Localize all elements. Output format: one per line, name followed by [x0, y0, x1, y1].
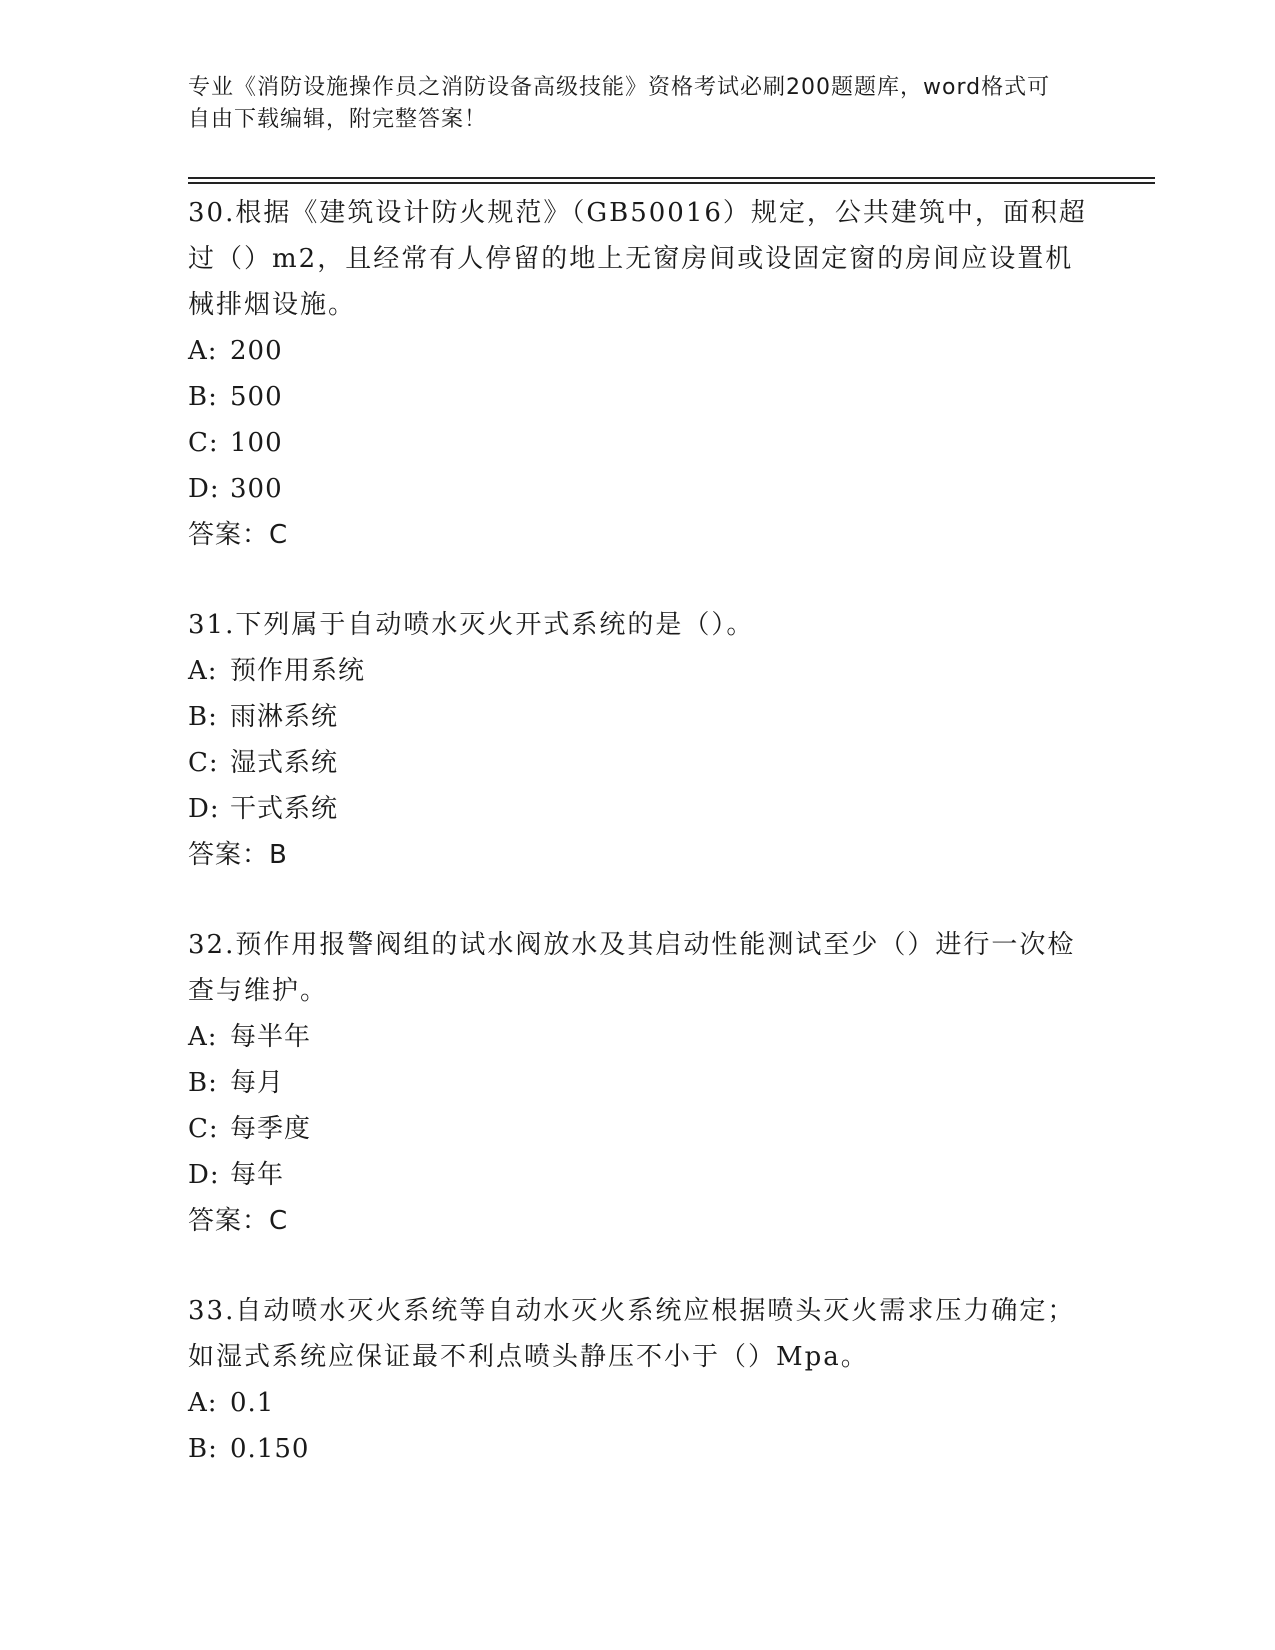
option-a: A: 200 [188, 336, 283, 366]
question-list [188, 190, 1088, 1472]
question-item [188, 922, 1088, 1244]
option-d: D: 300 [188, 474, 283, 504]
option-a: A: 每半年 [188, 1022, 312, 1052]
question-text: 33.自动喷水灭火系统等自动水灭火系统应根据喷头灭火需求压力确定；如湿式系统应保证最不利点喷头静压不小于（）Mpa。 [188, 1296, 1076, 1372]
option-d: D: 每年 [188, 1160, 285, 1190]
answer-text: 答案：C [188, 1206, 289, 1236]
question-text: 30.根据《建筑设计防火规范》（GB50016）规定，公共建筑中，面积超过（）m2，且经常有人停留的地上无窗房间或设固定窗的房间应设置机械排烟设施。 [188, 198, 1087, 320]
header-divider-top [188, 177, 1155, 179]
question-item [188, 190, 1088, 558]
question-item [188, 1288, 1088, 1472]
option-c: C: 湿式系统 [188, 748, 339, 778]
option-b: B: 500 [188, 382, 283, 412]
option-a: A: 预作用系统 [188, 656, 366, 686]
option-c: C: 每季度 [188, 1114, 312, 1144]
answer-text: 答案：C [188, 520, 289, 550]
question-item [188, 602, 1088, 878]
option-b: B: 雨淋系统 [188, 702, 339, 732]
document-header: 专业《消防设施操作员之消防设备高级技能》资格考试必刷200题题库，word格式可自由下载编辑，附完整答案！ [188, 75, 1051, 132]
option-a: A: 0.1 [188, 1388, 275, 1418]
option-b: B: 0.150 [188, 1434, 310, 1464]
option-d: D: 干式系统 [188, 794, 339, 824]
option-b: B: 每月 [188, 1068, 285, 1098]
answer-text: 答案：B [188, 840, 288, 870]
question-text: 31.下列属于自动喷水灭火开式系统的是（）。 [188, 610, 755, 640]
option-c: C: 100 [188, 428, 283, 458]
header-divider-bottom [188, 182, 1155, 184]
question-text: 32.预作用报警阀组的试水阀放水及其启动性能测试至少（）进行一次检查与维护。 [188, 930, 1076, 1006]
